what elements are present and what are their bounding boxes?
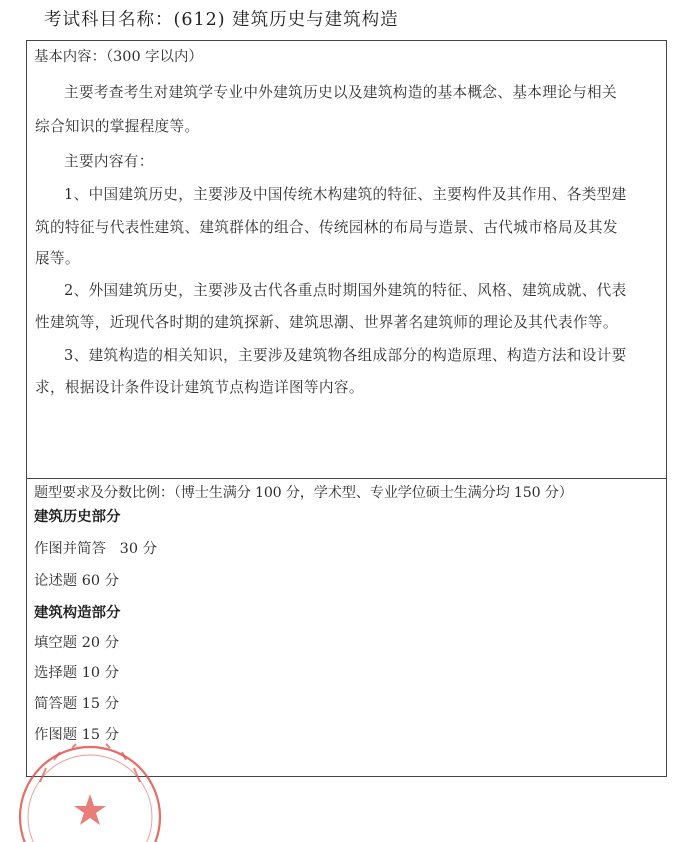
text-line: 主要内容有：	[64, 153, 154, 170]
text-line: 筑的特征与代表性建筑、建筑群体的组合、传统园林的布局与造景、古代城市格局及其发	[35, 219, 618, 236]
content-label: 基本内容：（300 字以内）	[34, 49, 203, 65]
text-line: 性建筑等，近现代各时期的建筑探新、建筑思潮、世界著名建筑师的理论及其代表作等。	[35, 314, 618, 331]
cell-divider	[27, 478, 666, 479]
score-item: 填空题 20 分	[34, 635, 120, 651]
text-line: 综合知识的掌握程度等。	[35, 118, 200, 135]
score-item: 简答题 15 分	[34, 696, 120, 712]
score-label: 题型要求及分数比例：（博士生满分 100 分，学术型、专业学位硕士生满分均 150 分）	[34, 485, 573, 501]
text-line: 求，根据设计条件设计建筑节点构造详图等内容。	[35, 379, 364, 396]
seal-star-icon	[74, 794, 106, 825]
score-item: 作图并简答 30 分	[34, 541, 157, 557]
text-line: 3、建筑构造的相关知识，主要涉及建筑物各组成部分的构造原理、构造方法和设计要	[64, 347, 627, 364]
exam-table	[26, 40, 667, 777]
score-item: 论述题 60 分	[34, 573, 120, 589]
text-line: 展等。	[35, 250, 80, 267]
section-heading-construction: 建筑构造部分	[34, 604, 121, 621]
text-line: 主要考查考生对建筑学专业中外建筑历史以及建筑构造的基本概念、基本理论与相关	[64, 84, 617, 101]
score-item: 选择题 10 分	[34, 665, 120, 681]
page-title: 考试科目名称：(612) 建筑历史与建筑构造	[44, 10, 399, 30]
text-line: 1、中国建筑历史，主要涉及中国传统木构建筑的特征、主要构件及其作用、各类型建	[64, 186, 627, 203]
score-item: 作图题 15 分	[34, 727, 120, 743]
text-line: 2、外国建筑历史，主要涉及古代各重点时期国外建筑的特征、风格、建筑成就、代表	[64, 282, 627, 299]
section-heading-history: 建筑历史部分	[34, 508, 121, 525]
